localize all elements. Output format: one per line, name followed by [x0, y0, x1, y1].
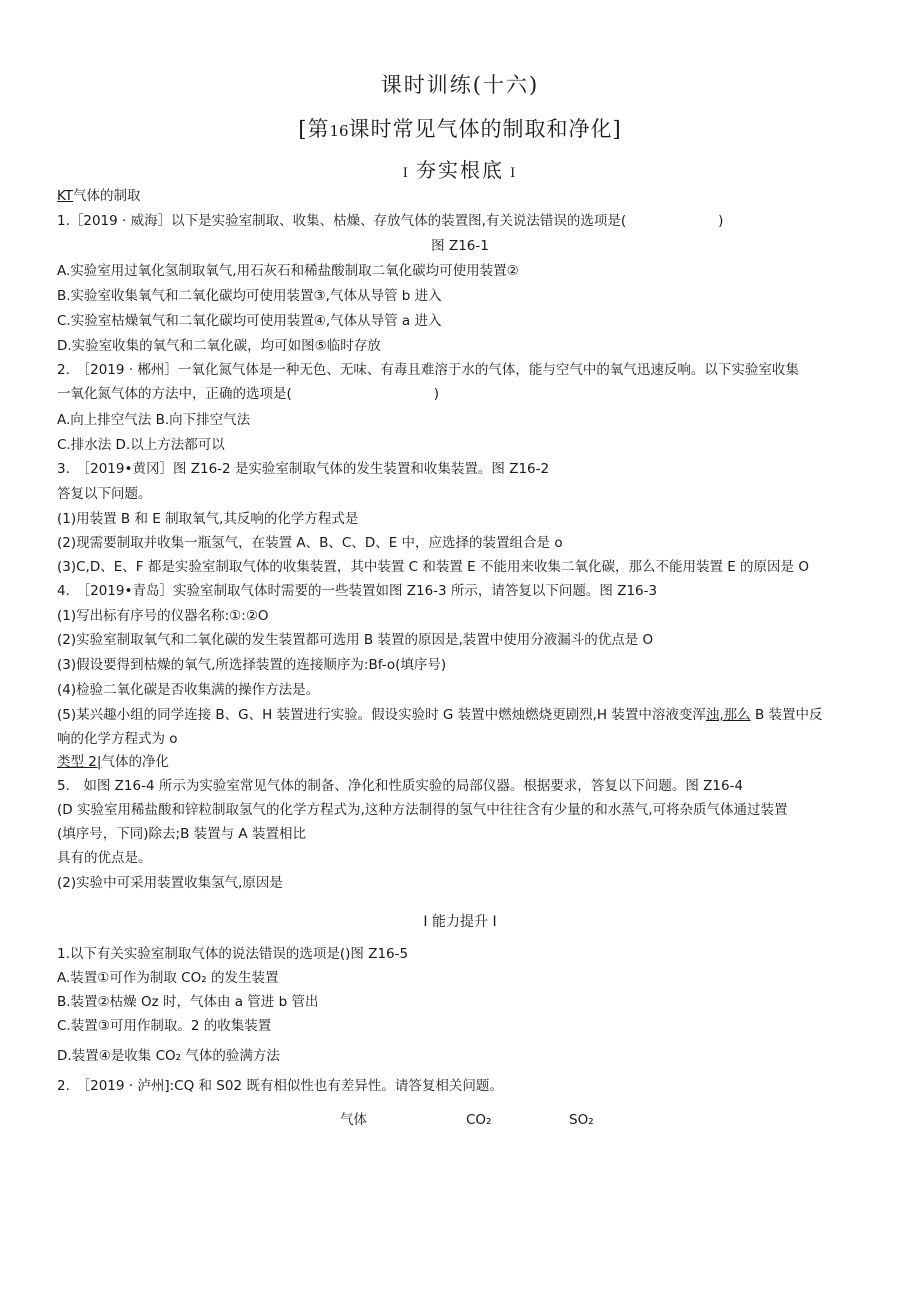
table-header-gas: 气体 [340, 1112, 367, 1128]
type-title: 气体的制取 [73, 188, 141, 204]
q5-part1-line3: 具有的优点是。 [57, 850, 152, 866]
q4-part3: (3)假设要得到枯燥的氧气,所选择装置的连接顺序为:Bf-o(填序号) [57, 657, 447, 673]
q5-part2: (2)实验中可采用装置收集氢气,原因是 [57, 875, 283, 891]
q2-options-cd: C.排水法 D.以上方法都可以 [57, 437, 225, 453]
type-tag: 类型 2 [57, 754, 97, 770]
q3-stem-line1: 3. ［2019•黄冈］图 Z16-2 是实验室制取气体的发生装置和收集装置。图 Z16-2 [57, 461, 550, 477]
a1-option-c: C.装置③可用作制取。2 的收集装置 [57, 1018, 272, 1034]
a1-option-d: D.装置④是收集 CO₂ 气体的验满方法 [57, 1048, 280, 1064]
q3-part1: (1)用装置 B 和 E 制取氧气,其反响的化学方程式是 [57, 511, 359, 527]
q1-option-b: B.实验室收集氧气和二氧化碳均可使用装置③,气体从导管 b 进入 [57, 288, 442, 304]
divider-bar: I [504, 166, 518, 181]
a1-option-b: B.装置②枯燥 Oz 时，气体由 a 管进 b 管出 [57, 994, 319, 1010]
a1-option-a: A.装置①可作为制取 CO₂ 的发生装置 [57, 970, 279, 986]
q2-options-ab: A.向上排空气法 B.向下排空气法 [57, 412, 251, 428]
q4-part2: (2)实验室制取氧气和二氧化碳的发生装置都可选用 B 装置的原因是,装置中使用分液漏斗的优点是 O [57, 632, 654, 648]
table-header-so2: SO₂ [569, 1112, 594, 1128]
q4-part5-line1: (5)某兴趣小组的同学连接 B、G、H 装置进行实验。假设实验时 G 装置中燃烛燃烧更剧烈,H 装置中溶液变浑浊,那么 B 装置中反 [57, 707, 823, 723]
q2-stem-line1: 2. ［2019 · 郴州］一氧化氮气体是一种无色、无味、有毒且难溶于水的气体，能与空气中的氧气迅速反响。以下实验室收集 [57, 362, 799, 378]
subtitle-rest: 课时常见气体的制取和净化] [348, 117, 622, 141]
divider-bar: I [402, 166, 416, 181]
type-title: 气体的净化 [101, 754, 169, 770]
a1-stem: 1.以下有关实验室制取气体的说法错误的选项是()图 Z16-5 [57, 946, 409, 962]
a2-stem: 2. ［2019 · 泸州]:CQ 和 S02 既有相似性也有差异性。请答复相关问题。 [57, 1078, 503, 1094]
type-tag: KT [57, 188, 74, 204]
figure-caption: 图 Z16-1 [431, 238, 489, 254]
q5-part1-line1: (D 实验室用稀盐酸和锌粒制取氢气的化学方程式为,这种方法制得的氢气中往往含有少量的和水蒸气,可将杂质气体通过装置 [57, 802, 788, 818]
q4-stem: 4. ［2019•青岛］实验室制取气体时需要的一些装置如图 Z16-3 所示，请答复以下问题。图 Z16-3 [57, 583, 658, 599]
divider-bar: I [423, 914, 432, 930]
subtitle-number: 16 [329, 122, 349, 140]
q1-option-a: A.实验室用过氧化氢制取氧气,用石灰石和稀盐酸制取二氧化碳均可使用装置② [57, 263, 519, 279]
divider-bar: I [488, 914, 497, 930]
table-header-co2: CO₂ [466, 1112, 492, 1128]
q2-stem-line2: 一氧化氮气体的方法中，正确的选项是( ) [57, 386, 440, 402]
q5-stem: 5. 如图 Z16-4 所示为实验室常见气体的制备、净化和性质实验的局部仪器。根据要求，答复以下问题。图 Z16-4 [57, 778, 744, 794]
q1-option-d: D.实验室收集的氧气和二氧化碳，均可如图⑤临时存放 [57, 338, 381, 354]
subtitle-open: [第 [298, 117, 330, 141]
q3-stem-line2: 答复以下问题。 [57, 486, 152, 502]
type1-heading [57, 186, 872, 206]
q4-part1: (1)写出标有序号的仪器名称:①:②O [57, 608, 269, 624]
lesson-subtitle [0, 113, 920, 143]
type2-heading [57, 752, 872, 772]
q3-part3: (3)C,D、E、F 都是实验室制取气体的收集装置，其中装置 C 和装置 E 不能用来收集二氧化碳，那么不能用装置 E 的原因是 O [57, 559, 809, 575]
section-heading-ability: I 能力提升 I [423, 914, 497, 930]
section-heading-basic: I 夯实根底 I [402, 158, 518, 182]
page-title: 课时训练(十六) [380, 73, 540, 97]
q4-part4: (4)检验二氧化碳是否收集满的操作方法是。 [57, 682, 320, 698]
q1-option-c: C.实验室枯燥氧气和二氧化碳均可使用装置④,气体从导管 a 进入 [57, 313, 442, 329]
q3-part2: (2)现需要制取并收集一瓶氢气，在装置 A、B、C、D、E 中，应选择的装置组合是 o [57, 535, 563, 551]
q5-part1-line2: (填序号，下同)除去;B 装置与 A 装置相比 [57, 826, 306, 842]
q1-stem: 1.［2019 · 威海］以下是实验室制取、收集、枯燥、存放气体的装置图,有关说法错误的选项是( ) [57, 213, 724, 229]
q4-part5-line2: 响的化学方程式为 o [57, 731, 178, 747]
divider-bar: | [96, 754, 102, 770]
